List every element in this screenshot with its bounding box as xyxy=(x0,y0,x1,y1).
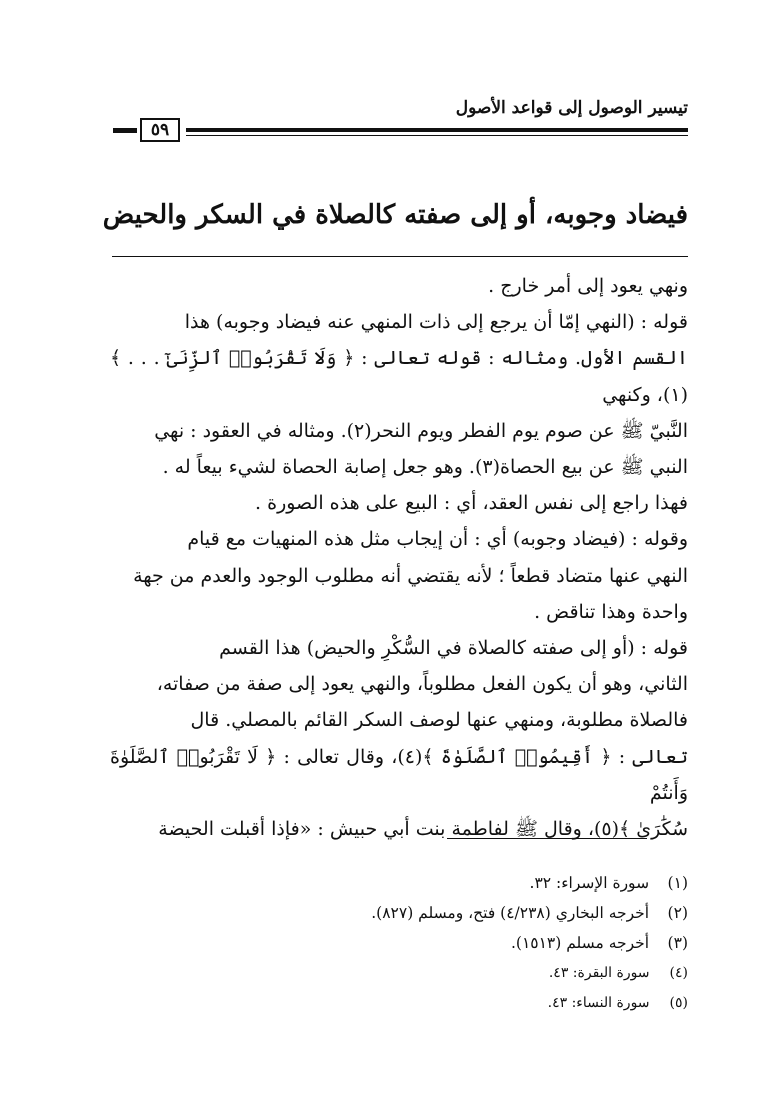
body-line: قوله : (أو إلى صفته كالصلاة في السُّكْرِ والحيض) هذا القسم xyxy=(219,637,688,660)
footnote-number: (٢) xyxy=(667,904,688,922)
body-line: فالصلاة مطلوبة، ومنهي عنها لوصف السكر القائم بالمصلي. قال xyxy=(190,709,688,732)
heading-rule xyxy=(112,256,688,257)
footnote-item xyxy=(200,988,688,1018)
footnote-item xyxy=(200,868,688,898)
body-line: تعالى : ﴿ أَقِيمُوا۟ ٱلصَّلَوٰةَ ﴾(٤)، وقال تعالى : ﴿ لَا تَقْرَبُوا۟ ٱلصَّلَوٰةَ وَأَنتُمْ xyxy=(110,745,688,804)
body-text xyxy=(110,268,688,847)
body-line: النبي ﷺ عن بيع الحصاة(٣). وهو جعل إصابة الحصاة لشيء بيعاً له . xyxy=(162,456,688,479)
footnote-number: (٥) xyxy=(669,995,688,1011)
footnote-text: سورة النساء: ٤٣. xyxy=(547,995,650,1011)
page-number: ٥٩ xyxy=(140,118,180,142)
body-line: النَّبيّ ﷺ عن صوم يوم الفطر ويوم النحر(٢). ومثاله في العقود : نهي xyxy=(154,419,688,442)
body-line: الثاني، وهو أن يكون الفعل مطلوباً، والنهي يعود إلى صفة من صفاته، xyxy=(156,673,688,696)
body-line: سُكَٰرَىٰ ﴾(٥)، وقال ﷺ لفاطمة بنت أبي حبيش : «فإذا أقبلت الحيضة xyxy=(158,818,688,841)
body-line: وقوله : (فيضاد وجوبه) أي : أن إيجاب مثل هذه المنهيات مع قيام xyxy=(187,528,688,551)
footnote-item xyxy=(200,958,688,988)
footnote-item xyxy=(200,928,688,958)
footnote-text: سورة البقرة: ٤٣. xyxy=(548,965,650,981)
body-line: واحدة وهذا تناقض . xyxy=(534,600,688,623)
footnotes xyxy=(200,868,688,1018)
footnote-number: (٤) xyxy=(669,965,688,981)
footnote-item xyxy=(200,898,688,928)
footnote-number: (٣) xyxy=(667,934,688,952)
footnote-text: سورة الإسراء: ٣٢. xyxy=(529,874,650,892)
header-dash xyxy=(113,128,137,133)
body-line: القسم الأول. ومثاله : قوله تعالى : ﴿ وَلَا تَقْرَبُوا۟ ٱلزِّنَىٰٓ . . . ﴾(١)، وكنهي xyxy=(110,347,688,406)
body-line: ونهي يعود إلى أمر خارج . xyxy=(488,275,688,297)
section-heading: فيضاد وجوبه، أو إلى صفته كالصلاة في السكر والحيض xyxy=(102,200,688,230)
body-line: النهي عنها متضاد قطعاً ؛ لأنه يقتضي أنه مطلوب الوجود والعدم من جهة xyxy=(133,564,688,587)
footnote-text: أخرجه مسلم (١٥١٣). xyxy=(510,934,650,952)
body-line: قوله : (النهي إمّا أن يرجع إلى ذات المنهي عنه فيضاد وجوبه) هذا xyxy=(184,311,688,334)
running-title: تيسير الوصول إلى قواعد الأصول xyxy=(455,98,688,118)
header-rule xyxy=(186,128,688,136)
footnote-separator xyxy=(447,838,647,839)
footnote-text: أخرجه البخاري (٤/٢٣٨) فتح، ومسلم (٨٢٧). xyxy=(371,904,650,922)
footnote-number: (١) xyxy=(667,874,688,892)
body-line: فهذا راجع إلى نفس العقد، أي : البيع على هذه الصورة . xyxy=(255,492,688,515)
